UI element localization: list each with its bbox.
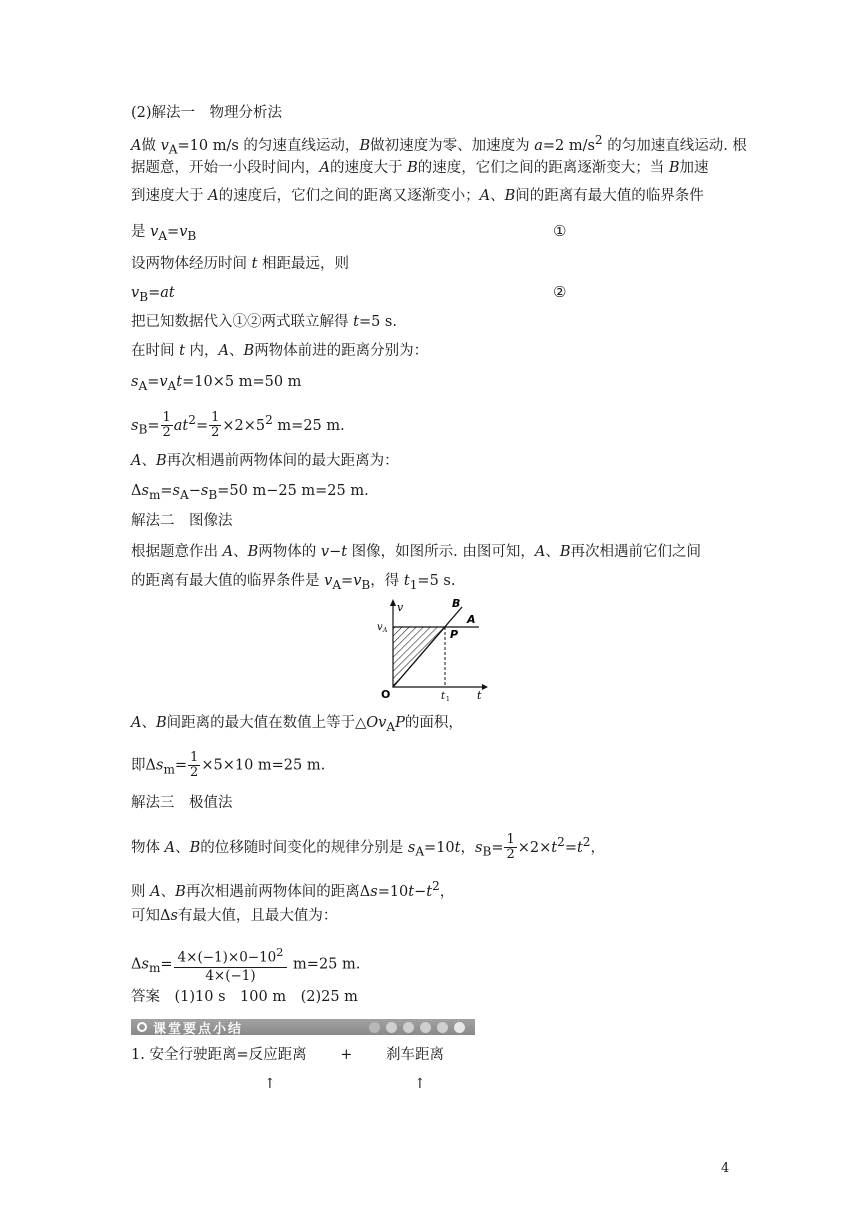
decorative-dots [369, 1022, 465, 1033]
axis-v-label: v [397, 601, 404, 614]
equation-number-1: ① [553, 222, 567, 240]
text-line-7: $v_B=at$ [131, 285, 175, 304]
dot-icon [403, 1022, 414, 1033]
text-line-2: A做 $v_A=10$ m/s 的匀速直线运动，B做初速度为零、加速度为 a=2 $m/s^2$ 的匀加速直线运动. 根 [131, 133, 747, 157]
text-line-18: 即$\Delta s_m=$ $\frac{1}{2}$ ×5×10 m=25 m. [131, 750, 326, 780]
label-point-P: P [450, 628, 459, 641]
text-line-3: 据题意，开始一小段时间内，A的速度大于 B的速度，它们之间的距离逐渐变大；当 B加速 [131, 160, 709, 176]
text-line-10: $s_A=v_At=10\times 5$ m=50 m [131, 374, 302, 393]
text-line-1: (2)解法一 物理分析法 [131, 105, 283, 121]
text-line-13: $\Delta s_m=s_A-s_B=50$ m−25 m=25 m. [131, 483, 369, 502]
t-axis-arrow [482, 684, 488, 690]
arrow-up-icon: ↑ [414, 1076, 426, 1092]
text-line-9: 在时间 t 内，A、B两物体前进的距离分别为： [131, 343, 429, 359]
dot-icon [369, 1022, 380, 1033]
text-line-6: 设两物体经历时间 t 相距最远，则 [131, 256, 350, 272]
text-line-11: $s_B=$ $\frac{1}{2}$ $at^2=$ $\frac{1}{2}$ $\times 2\times 5^2$ m=25 m. [131, 410, 345, 441]
label-vA-sub: A [383, 627, 388, 634]
text-line-15: 根据题意作出 A、B两物体的 v−t 图像，如图所示. 由图可知，A、B再次相遇前它们之间 [131, 544, 702, 560]
text-line-12: A、B再次相遇前两物体间的最大距离为： [131, 453, 399, 469]
text-line-17: A、B间距离的最大值在数值上等于$\triangle Ov_AP$的面积， [131, 715, 463, 734]
text-line-24: 答案 (1)10 s 100 m (2)25 m [131, 989, 358, 1005]
label-t1-sub: 1 [446, 696, 450, 702]
dot-icon [437, 1022, 448, 1033]
v-axis-arrow [390, 599, 396, 606]
axis-t-label: t [477, 689, 482, 702]
text-line-4: 到速度大于 A的速度后，它们之间的距离又逐渐变小；A、B间的距离有最大值的临界条件 [131, 188, 704, 204]
text-line-16: 的距离有最大值的临界条件是 $v_A=v_B$，得 $t_1=5$ s. [131, 573, 456, 592]
label-vA: v [377, 622, 383, 633]
text-line-23: $\Delta s_m=$ $\frac{4\times(-1)\times 0-10^2}{4\times(-1)}$ m=25 m. [131, 946, 361, 984]
text-line-14: 解法二 图像法 [131, 513, 233, 529]
text-line-21: 则 A、B再次相遇前两物体间的距离$\Delta s=10t-t^2$， [131, 879, 455, 900]
section-header-bar [131, 1019, 475, 1035]
dot-icon [386, 1022, 397, 1033]
dot-icon [420, 1022, 431, 1033]
text-line-25: 1. 安全行驶距离=反应距离 + 刹车距离 [131, 1047, 444, 1063]
label-line-B: B [452, 597, 461, 610]
page-number: 4 [721, 1161, 730, 1176]
arrow-up-icon: ↑ [264, 1076, 276, 1092]
text-line-8: 把已知数据代入①②两式联立解得 t=5 s. [131, 314, 397, 330]
text-line-19: 解法三 极值法 [131, 795, 233, 811]
text-line-5: 是 $v_A=v_B$ [131, 224, 197, 243]
equation-number-2: ② [553, 283, 567, 301]
circle-bullet-icon [137, 1022, 147, 1032]
v-t-graph [369, 596, 489, 702]
label-line-A: A [467, 613, 476, 626]
label-t1: t [441, 691, 446, 702]
label-O: O [381, 688, 391, 701]
text-line-22: 可知Δs有最大值，且最大值为： [131, 908, 338, 924]
section-title: 课堂要点小结 [153, 1021, 244, 1037]
dot-icon [454, 1022, 465, 1033]
text-line-20: 物体 A、B的位移随时间变化的规律分别是 $s_A=10t$，$s_B=$ $\frac{1}{2}$ $\times 2\times t^2=t^2$， [131, 832, 605, 863]
